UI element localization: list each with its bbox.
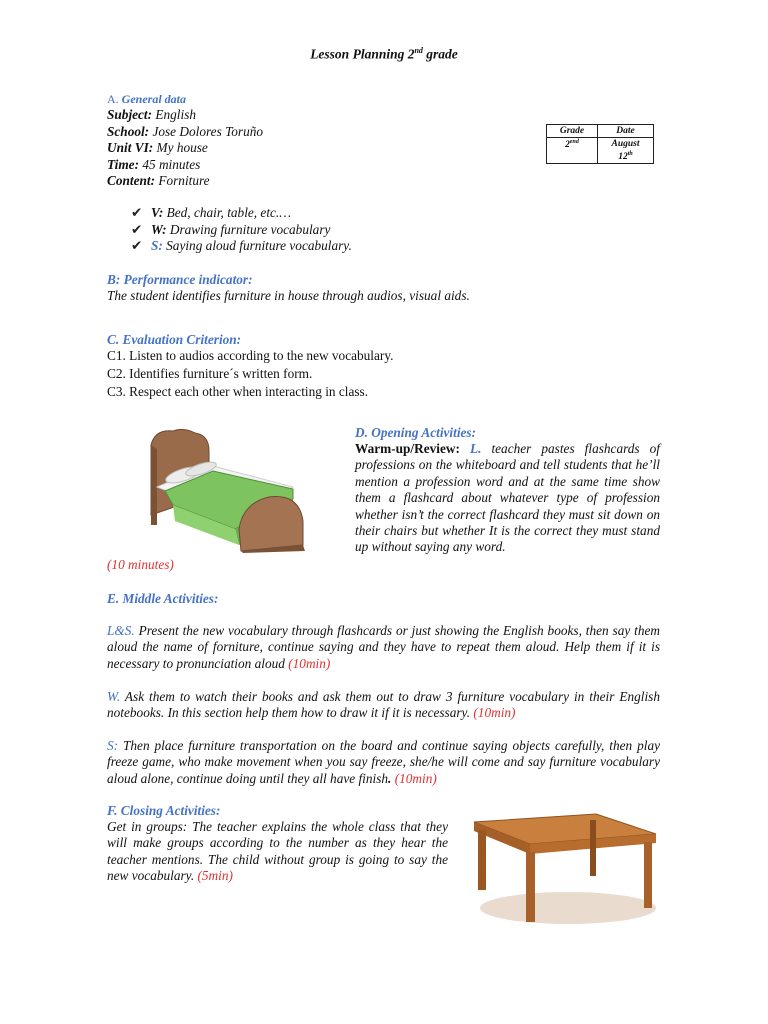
performance-text: The student identifies furniture in house through audios, visual aids. bbox=[107, 288, 470, 303]
middle-heading: E. Middle Activities: bbox=[107, 591, 219, 606]
evaluation-item: C3. Respect each other when interacting in class. bbox=[107, 384, 369, 399]
grade-cell: $2^{end}$ bbox=[547, 138, 598, 164]
closing-heading: F. Closing Activities: bbox=[107, 803, 221, 818]
date-header: Date bbox=[598, 125, 654, 138]
skill-item-s: ✔ S: Saying aloud furniture vocabulary. bbox=[131, 238, 352, 253]
unit-line: Unit VI: My house bbox=[107, 140, 208, 155]
middle-ls-text: L&S. Present the new vocabulary through flashcards or just showing the English books, then say them aloud the name of forniture, continue saying and they have to repeat them aloud. Help them if it is necessary to pronunciation aloud (10min) bbox=[107, 623, 660, 671]
date-cell: August 12th bbox=[598, 138, 654, 164]
opening-time: (10 minutes) bbox=[107, 557, 174, 572]
content-line: Content: Forniture bbox=[107, 173, 210, 188]
school-line: School: Jose Dolores Toruño bbox=[107, 123, 264, 139]
opening-text: Warm-up/Review: L. teacher pastes flashcards of professions on the whiteboard and tell students that he’ll mention a profession word and at the same time show them a flashcard about whatever type of profession whether isn’t the correct flashcard they must sit down on their chairs but whether It is the correct they must stand up without saying any word. bbox=[355, 441, 660, 555]
evaluation-heading: C. Evaluation Criterion: bbox=[107, 332, 242, 347]
evaluation-item: C2. Identifies furniture´s written form. bbox=[107, 366, 313, 381]
time-line: Time: 45 minutes bbox=[107, 156, 201, 172]
checkmark-icon: ✔ bbox=[131, 238, 143, 253]
opening-heading: D. Opening Activities: bbox=[355, 425, 477, 440]
checkmark-icon: ✔ bbox=[131, 205, 143, 220]
middle-s-text: S: Then place furniture transportation on the board and continue saying objects carefully, then play freeze game, who make movement when you say freeze, she/he will come and say furniture vocabulary aloud alone, continue doing until they all have finish. (10min) bbox=[107, 738, 660, 786]
performance-heading: B: Performance indicator: bbox=[107, 272, 253, 287]
bed-illustration bbox=[143, 425, 313, 553]
closing-text: Get in groups: The teacher explains the whole class that they will make groups according to the number as they hear the teacher mentions. The child without group is going to say the new vocabulary. (5min) bbox=[107, 819, 448, 884]
subject-line: Subject: English bbox=[107, 107, 197, 122]
skill-item-v: ✔ V: Bed, chair, table, etc.… bbox=[131, 205, 292, 220]
page-title: Lesson Planning 2nd grade bbox=[310, 46, 458, 62]
evaluation-item: C1. Listen to audios according to the new vocabulary. bbox=[107, 348, 394, 363]
checkmark-icon: ✔ bbox=[131, 221, 143, 237]
grade-header: Grade bbox=[547, 125, 598, 138]
general-data-heading: A. General data bbox=[107, 92, 187, 106]
table-illustration bbox=[466, 800, 666, 928]
skill-item-w: ✔ W: Drawing furniture vocabulary bbox=[131, 221, 331, 237]
middle-w-text: W. Ask them to watch their books and ask them out to draw 3 furniture vocabulary in their English notebooks. In this section help them how to draw it if it is necessary. (10min) bbox=[107, 689, 660, 721]
grade-date-table bbox=[546, 124, 654, 164]
